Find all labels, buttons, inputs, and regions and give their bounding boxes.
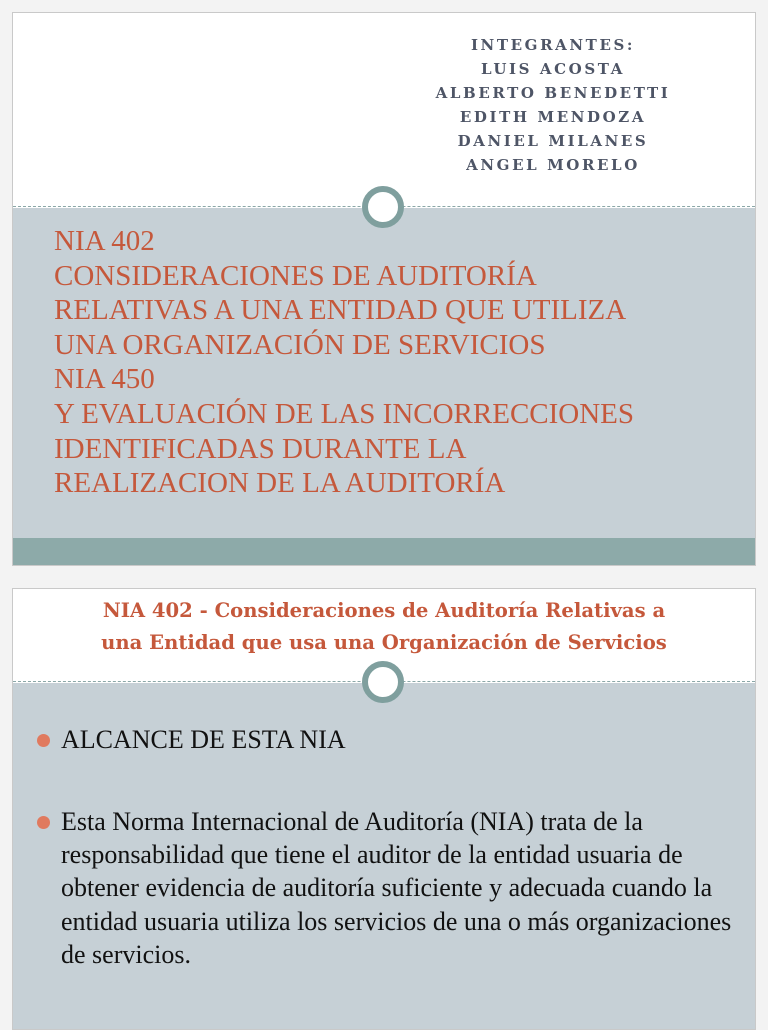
slide-title: [12, 12, 756, 566]
bullet-item: [33, 805, 733, 971]
member-name: DANIEL MILANES: [457, 132, 649, 150]
bullet-dot-icon: [37, 816, 50, 829]
member-name: ALBERTO BENEDETTI: [435, 84, 671, 102]
title-line: NIA 402: [54, 225, 155, 257]
member-name: EDITH MENDOZA: [459, 108, 647, 126]
bottom-band: [13, 538, 755, 565]
title-line: Y EVALUACIÓN DE LAS INCORRECCIONES: [54, 397, 635, 430]
circle-ornament-icon: [362, 186, 404, 228]
slide-content: [12, 588, 756, 1030]
title-line: CONSIDERACIONES DE AUDITORÍA: [54, 259, 537, 292]
members-list: [383, 33, 723, 177]
slide-title-area: [13, 208, 755, 538]
bullet-text: Esta Norma Internacional de Auditoría (NIA) trata de la responsabilidad que tiene el auditor de la entidad usuaria de obtener evidencia de auditoría suficiente y adecuada cuando la entidad usuaria utiliza los servicios de una o más organizaciones de servicios.: [61, 807, 732, 969]
title-line: RELATIVAS A UNA ENTIDAD QUE UTILIZA: [54, 294, 627, 327]
title-line: REALIZACION DE LA AUDITORÍA: [54, 467, 506, 500]
member-name: LUIS ACOSTA: [481, 60, 625, 78]
slide-body: [13, 683, 755, 1029]
title-line: UNA ORGANIZACIÓN DE SERVICIOS: [54, 328, 546, 361]
title-line: NIA 450: [54, 363, 155, 396]
heading-line: NIA 402 - Consideraciones de Auditoría Relativas a: [102, 599, 666, 622]
member-name: ANGEL MORELO: [466, 156, 640, 174]
slide-header-area: [13, 13, 755, 206]
bullet-dot-icon: [37, 734, 50, 747]
bullet-item: [33, 723, 733, 756]
circle-ornament-icon: [362, 661, 404, 703]
bullet-text: ALCANCE DE ESTA NIA: [61, 725, 346, 754]
members-heading: INTEGRANTES:: [470, 36, 636, 54]
title-line: IDENTIFICADAS DURANTE LA: [54, 432, 467, 465]
heading-line: una Entidad que usa una Organización de Servicios: [101, 631, 667, 654]
slide-title-text: [54, 224, 744, 501]
slide-heading: [13, 595, 755, 659]
